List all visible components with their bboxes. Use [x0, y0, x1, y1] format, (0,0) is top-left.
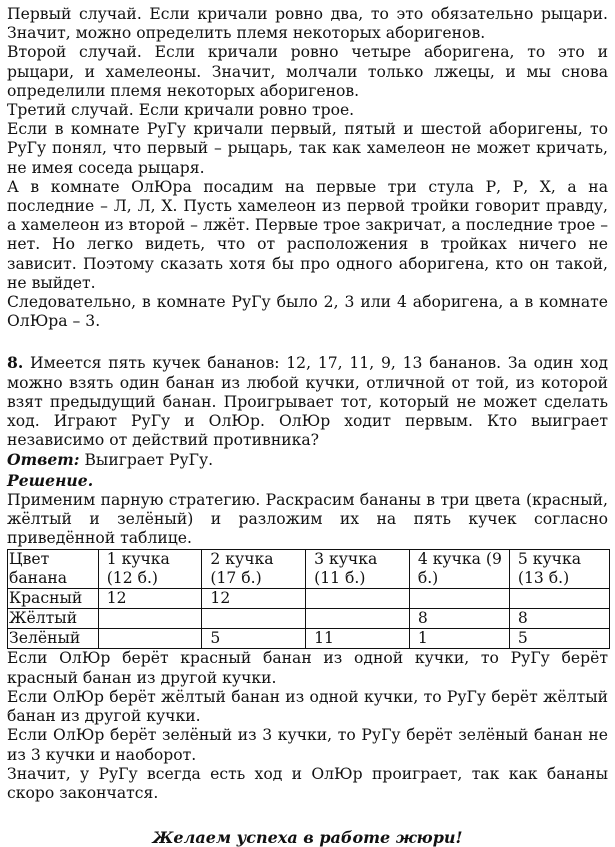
table-cell: 12 [98, 589, 202, 609]
answer-text: Выиграет РуГу. [79, 451, 214, 470]
table-cell: Зелёный [8, 629, 99, 649]
table-cell: 12 [202, 589, 306, 609]
case-two-paragraph: Второй случай. Если кричали ровно четыре аборигена, то это и рыцари, и хамелеоны. Значит, молчали только лжецы, и мы снова определили племя некоторых аборигенов. [7, 43, 608, 100]
table-row [8, 629, 610, 649]
rugu-room-paragraph: Если в комнате РуГу кричали первый, пятый и шестой аборигены, то РуГу понял, что первый – рыцарь, так как хамелеон не может кричать, не имея соседа рыцаря. [7, 120, 608, 177]
answer-label: Ответ: [7, 450, 80, 470]
table-cell: 5 [202, 629, 306, 649]
table-header-row [8, 550, 610, 589]
table-cell [202, 609, 306, 629]
problem-8-statement [7, 353, 608, 450]
problem-text: Имеется пять кучек бананов: 12, 17, 11, 9, 13 бананов. За один ход можно взять один банан из любой кучки, отличной от той, из которой взят предыдущий банан. Проигрывает тот, который не может сделать ход. Играют РуГу и ОлЮр. ОлЮр ходит первым. Кто выиграет независимо от действий противника? [7, 354, 608, 450]
table-row [8, 589, 610, 609]
table-row [8, 609, 610, 629]
solution-intro: Применим парную стратегию. Раскрасим бананы в три цвета (красный, жёлтый и зелёный) и разложим их на пять кучек согласно приведённой таблице. [7, 490, 608, 548]
table-cell [306, 609, 410, 629]
table-header-cell: Цвет банана [8, 550, 99, 589]
banana-table [7, 549, 610, 649]
table-cell [98, 629, 202, 649]
table-cell [509, 589, 609, 609]
table-header-cell: 2 кучка (17 б.) [202, 550, 306, 589]
table-cell: Красный [8, 589, 99, 609]
table-cell: 8 [509, 609, 609, 629]
table-cell: 11 [306, 629, 410, 649]
case-three-paragraph: Третий случай. Если кричали ровно трое. [7, 101, 355, 120]
answer-line [7, 450, 608, 470]
solution-heading [7, 471, 608, 491]
table-header-cell: 1 кучка (12 б.) [98, 550, 202, 589]
table-cell [98, 609, 202, 629]
conclusion-paragraph: Следовательно, в комнате РуГу было 2, 3 или 4 аборигена, а в комнате ОлЮра – 3. [7, 293, 608, 331]
table-cell: 8 [409, 609, 509, 629]
table-cell [306, 589, 410, 609]
table-header-cell: 3 кучка (11 б.) [306, 550, 410, 589]
green-strategy-paragraph: Если ОлЮр берёт зелёный из 3 кучки, то РуГу берёт зелёный банан не из 3 кучки и наоборот. [7, 726, 608, 764]
solution-label: Решение. [7, 470, 94, 490]
table-header-cell: 4 кучка (9 б.) [409, 550, 509, 589]
olyur-room-paragraph: А в комнате ОлЮра посадим на первые три стула Р, Р, Х, а на последние – Л, Л, Х. Пусть хамелеон из первой тройки говорит правду, а хамелеон из второй – лжёт. Первые трое закричат, а последние трое – нет. Но легко видеть, что от расположения в тройках ничего не зависит. Поэтому сказать хотя бы про одного аборигена, кто он такой, не выйдет. [7, 177, 608, 292]
table-cell: Жёлтый [8, 609, 99, 629]
final-conclusion-paragraph: Значит, у РуГу всегда есть ход и ОлЮр проиграет, так как бананы скоро закончатся. [7, 764, 608, 802]
table-cell [409, 589, 509, 609]
problem-number: 8. [7, 353, 24, 373]
case-one-paragraph: Первый случай. Если кричали ровно два, то это обязательно рыцари. Значит, можно определить племя некоторых аборигенов. [7, 5, 608, 43]
yellow-strategy-paragraph: Если ОлЮр берёт жёлтый банан из одной кучки, то РуГу берёт жёлтый банан из другой кучки. [7, 687, 608, 726]
table-cell: 1 [409, 629, 509, 649]
red-strategy-paragraph: Если ОлЮр берёт красный банан из одной кучки, то РуГу берёт красный банан из другой кучки. [7, 649, 608, 687]
closing-wish: Желаем успеха в работе жюри! [152, 828, 463, 847]
table-header-cell: 5 кучка (13 б.) [509, 550, 609, 589]
table-cell: 5 [509, 629, 609, 649]
